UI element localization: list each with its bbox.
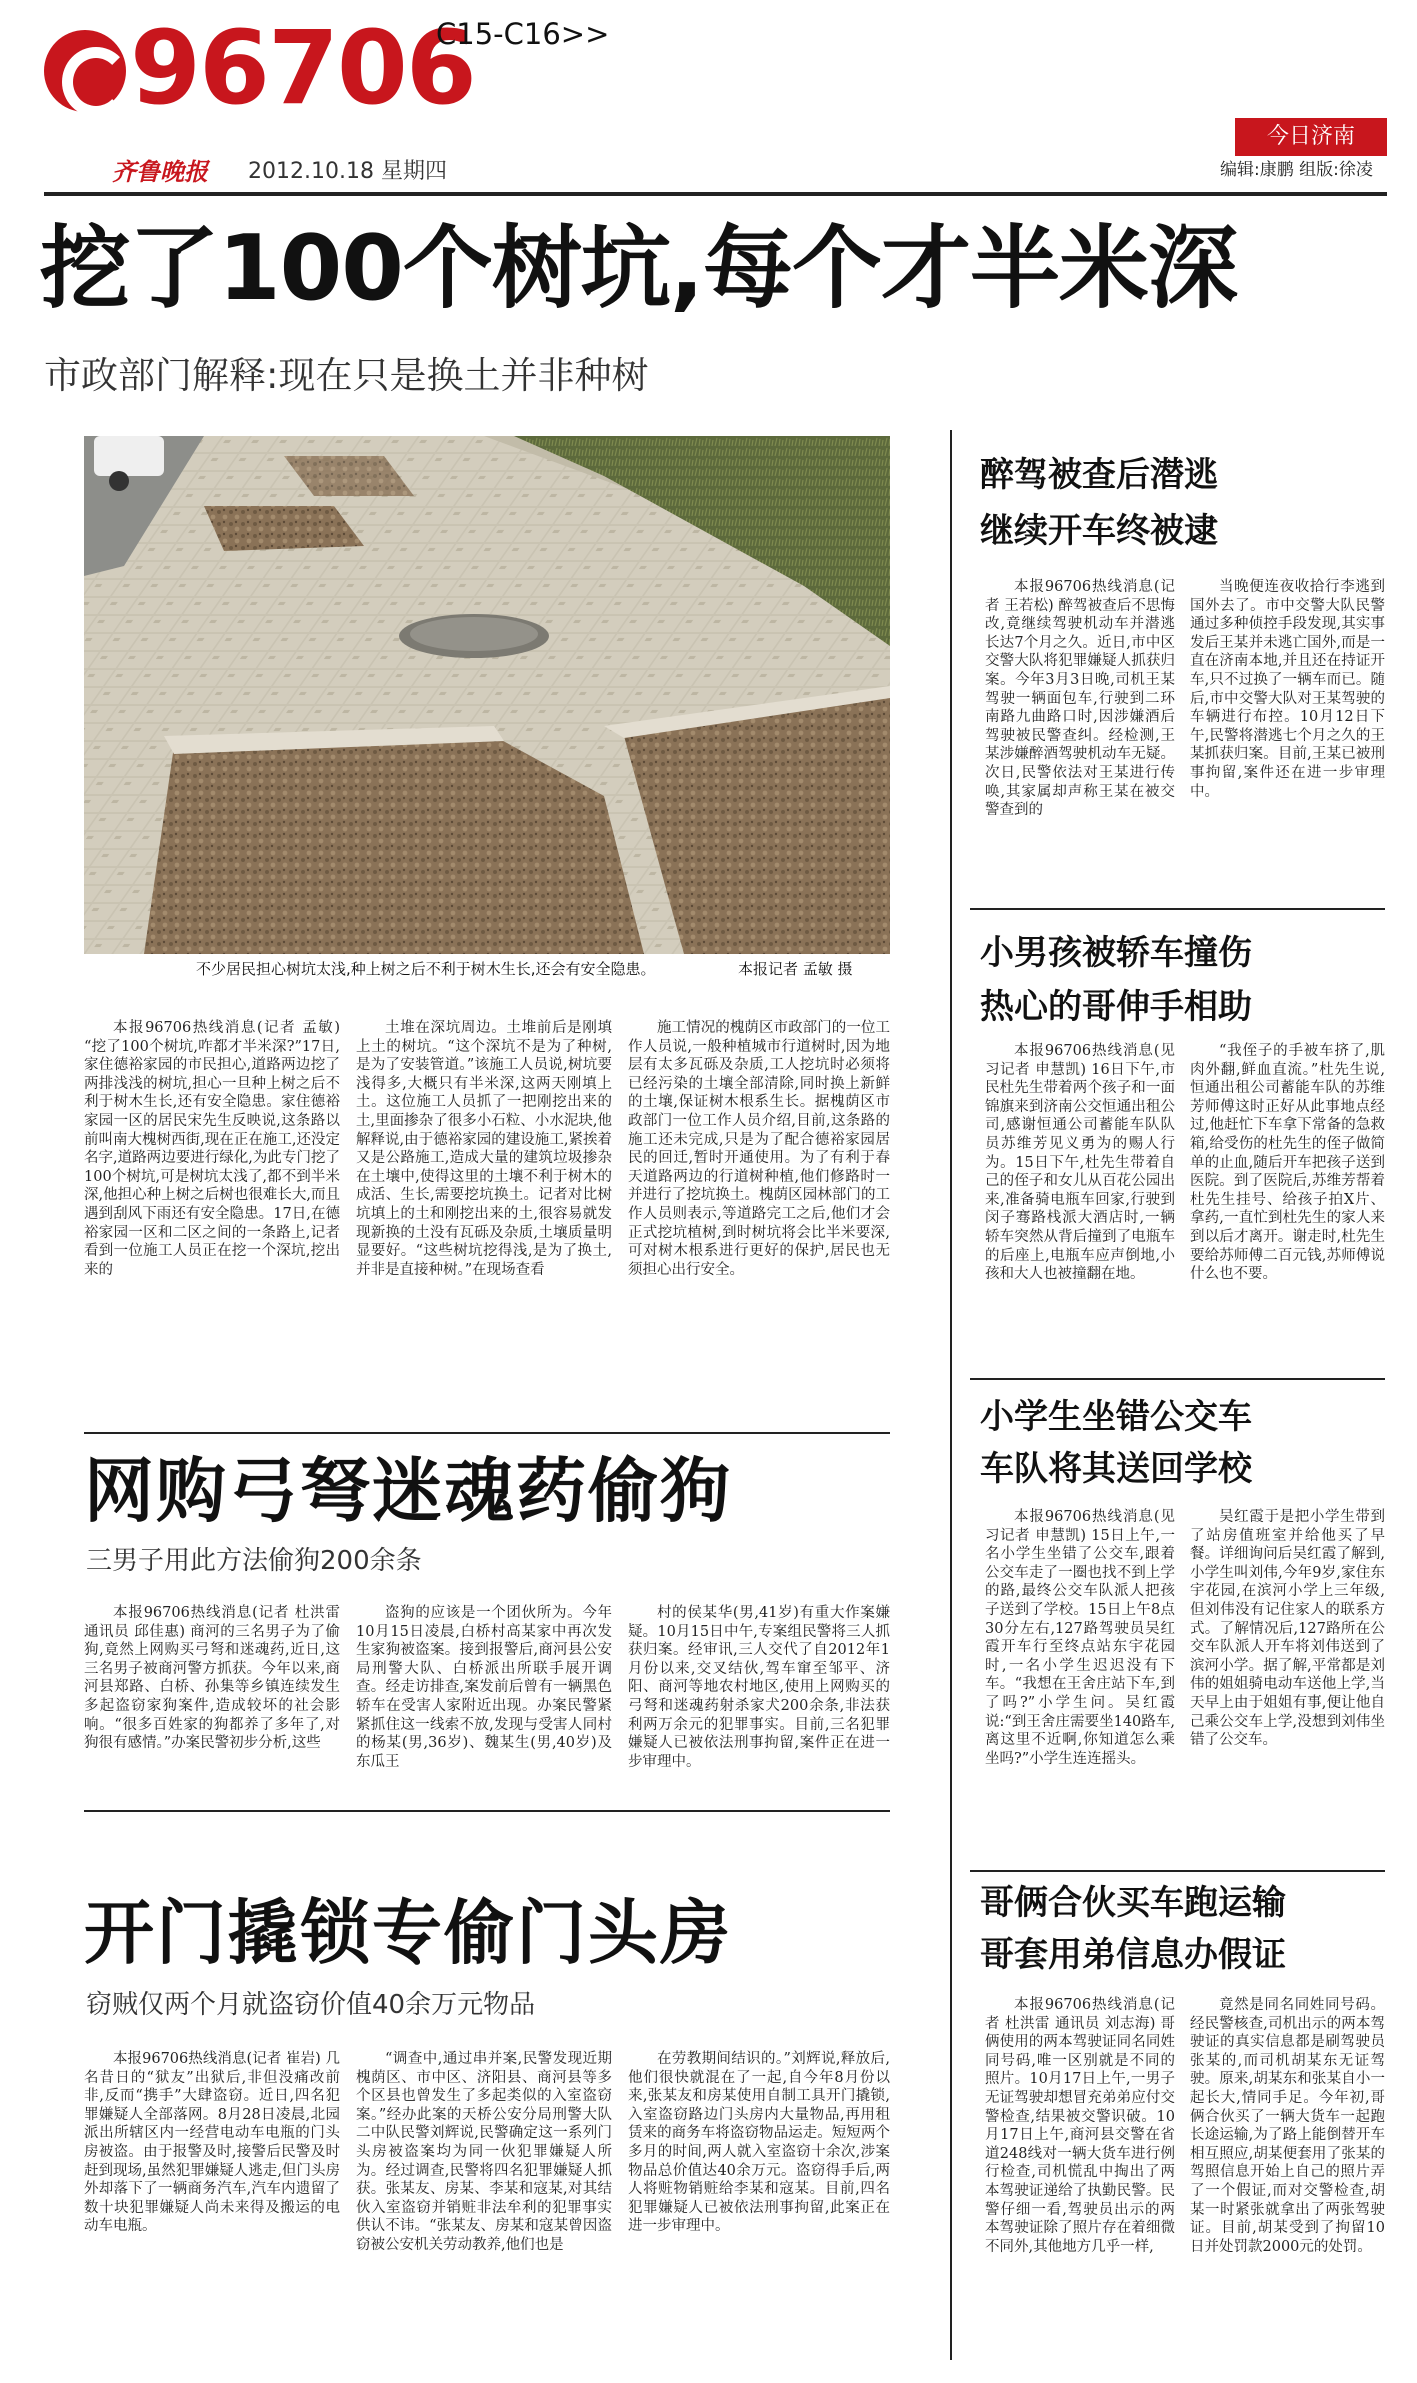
sidebar-divider [970, 1870, 1385, 1872]
lead-subheadline: 市政部门解释:现在只是换土并非种树 [44, 354, 649, 397]
story-2-subheadline: 三男子用此方法偷狗200余条 [86, 1546, 422, 1576]
story-2-headline: 网购弓弩迷魂药偷狗 [84, 1450, 732, 1532]
story-2-body-col-3: 村的侯某华(男,41岁)有重大作案嫌疑。10月15日中午,专案组民警将三人抓获归案。经审讯,三人交代了自2012年1月份以来,交叉结伙,驾车窜至邹平、济阳、商河等地农村地区,使用上网购买的弓弩和迷魂药射杀家犬200余条,非法获利两万余元的犯罪事实。目前,三名犯罪嫌疑人已被依法刑事拘留,案件正在进一步审理中。 [628, 1605, 890, 1770]
page-reference-link[interactable]: C15-C16>> [436, 17, 610, 51]
section-divider [84, 1432, 890, 1434]
sidebar-story-2-headline-line-1: 小男孩被轿车撞伤 [980, 933, 1252, 973]
sidebar-story-1-body-col-1: 本报96706热线消息(记者 王若松) 醉驾被查后不思悔改,竟继续驾驶机动车并潜逃长达7个月之久。近日,市中区交警大队将犯罪嫌疑人抓获归案。今年3月3日晚,司机王某驾驶一辆面包车,行驶到二环南路九曲路口时,因涉嫌酒后驾驶被民警查纠。经检测,王某涉嫌醉酒驾驶机动车无疑。次日,民警依法对王某进行传唤,其家属却声称王某在被交警查到的 [985, 579, 1175, 819]
lead-photo [84, 436, 890, 954]
sidebar-story-4-headline-line-1: 哥俩合伙买车跑运输 [980, 1883, 1286, 1923]
sidebar-story-2-body-col-2: “我侄子的手被车挤了,肌肉外翻,鲜血直流。”杜先生说,恒通出租公司蓄能车队的苏维芳师傅这时正好从此事地点经过,他赶忙下车拿下常备的急救箱,给受伤的杜先生的侄子做简单的止血,随后开车把孩子送到医院。到了医院后,苏维芳帮着杜先生挂号、给孩子拍X片、拿药,一直忙到杜先生的家人来到以后才离开。谢走时,杜先生要给苏师傅二百元钱,苏师傅说什么也不要。 [1190, 1043, 1385, 1283]
section-divider [84, 1810, 890, 1812]
sidebar-story-1-body-col-2: 当晚便连夜收拾行李逃到国外去了。市中交警大队民警通过多种侦控手段发现,其实事发后王某并未逃亡国外,而是一直在济南本地,并且还在持证开车,只不过换了一辆车而已。随后,市中交警大队对王某驾驶的车辆进行布控。10月12日下午,民警将潜逃七个月之久的王某抓获归案。目前,王某已被刑事拘留,案件还在进一步审理中。 [1190, 579, 1385, 800]
lead-body-col-1: 本报96706热线消息(记者 孟敏) “挖了100个树坑,咋都才半米深?”17日,家住德裕家园的市民担心,道路两边挖了两排浅浅的树坑,担心一旦种上树之后不利于树木生长,还有安全隐患。家住德裕家园一区的居民宋先生反映说,这条路以前叫南大槐树西街,现在正在施工,还没定名字,道路两边要进行绿化,为此专门挖了100个树坑,可是树坑太浅了,都不到半米深,他担心种上树之后树也很难长大,而且遇到刮风下雨还有安全隐患。17日,在德裕家园一区和二区之间的一条路上,记者看到一位施工人员正在挖一个深坑,挖出来的 [84, 1020, 340, 1278]
sidebar-story-2-headline-line-2: 热心的哥伸手相助 [980, 987, 1252, 1027]
page-logo-c-icon [44, 30, 126, 112]
sidebar-divider [970, 1378, 1385, 1380]
sidebar-story-2-body-col-1: 本报96706热线消息(见习记者 申慧凯) 16日下午,市民杜先生带着两个孩子和一面锦旗来到济南公交恒通出租公司,感谢恒通公司蓄能车队队员苏维芳见义勇为的赐人行为。15日下午,杜先生带着自己的侄子和女儿从百花公园出来,准备骑电瓶车回家,行驶到闵子骞路栈派大酒店时,一辆轿车突然从背后撞到了电瓶车的后座上,电瓶车应声倒地,小孩和大人也被撞翻在地。 [985, 1043, 1175, 1283]
section-badge: 今日济南 [1235, 118, 1387, 156]
editor-credit: 编辑:康鹏 组版:徐凌 [1220, 160, 1373, 180]
sidebar-story-4-body-col-2: 竟然是同名同姓同号码。经民警核查,司机出示的两本驾驶证的真实信息都是刷驾驶员张某的,而司机胡某东无证驾驶。原来,胡某东和张某自小一起长大,情同手足。今年初,哥俩合伙买了一辆大货车一起跑长途运输,为了路上能倒替开车相互照应,胡某便套用了张某的驾照信息开始上自己的照片弄了一个假证,而对交警检查,胡某一时紧张就拿出了两张驾驶证。目前,胡某受到了拘留10日并处罚款2000元的处罚。 [1190, 1997, 1385, 2255]
story-3-subheadline: 窃贼仅两个月就盗窃价值40余万元物品 [86, 1990, 536, 2020]
sidebar-story-3-headline-line-1: 小学生坐错公交车 [980, 1397, 1252, 1437]
sidebar-divider [950, 430, 952, 2360]
photo-caption: 不少居民担心树坑太浅,种上树之后不利于树木生长,还会有安全隐患。 [196, 960, 656, 978]
page-number: 96706 [130, 9, 475, 128]
header-divider [44, 192, 1387, 196]
sidebar-story-3-headline-line-2: 车队将其送回学校 [980, 1449, 1252, 1489]
photo-credit: 本报记者 孟敏 摄 [738, 960, 853, 978]
story-2-body-col-1: 本报96706热线消息(记者 杜洪雷 通讯员 邱佳惠) 商河的三名男子为了偷狗,竟然上网购买弓弩和迷魂药,近日,这三名男子被商河警方抓获。今年以来,商河县郑路、白桥、孙集等乡镇连续发生多起盗窃家狗案件,造成较坏的社会影响。“很多百姓家的狗都养了多年了,对狗很有感情。”办案民警初步分析,这些 [84, 1605, 340, 1752]
sidebar-story-1-headline-line-2: 继续开车终被逮 [980, 511, 1218, 551]
story-3-body-col-2: “调查中,通过串并案,民警发现近期槐荫区、市中区、济阳县、商河县等多个区县也曾发生了多起类似的入室盗窃案。”经办此案的天桥公安分局刑警大队二中队民警刘辉说,民警确定这一系列门头房被盗案均为同一伙犯罪嫌疑人所为。经过调查,民警将四名犯罪嫌疑人抓获。张某友、房某、李某和寇某,对其结伙入室盗窃并销赃非法牟利的犯罪事实供认不讳。“张某友、房某和寇某曾因盗窃被公安机关劳动教养,他们也是 [356, 2051, 612, 2253]
newspaper-name: 齐鲁晚报 [112, 157, 208, 186]
sidebar-story-3-body-col-1: 本报96706热线消息(见习记者 申慧凯) 15日上午,一名小学生坐错了公交车,跟着公交车走了一圈也找不到上学的路,最终公交车队派人把孩子送到了学校。15日上午8点30分左右,127路驾驶员吴红霞开车行至终点站东宇花园时,一名小学生迟迟没有下车。“我想在王舍庄站下车,到了吗?”小学生问。吴红霞说:“到王舍庄需要坐140路车,离这里不近啊,你知道怎么乘坐吗?”小学生连连摇头。 [985, 1509, 1175, 1767]
lead-headline: 挖了100个树坑,每个才半米深 [40, 216, 1238, 321]
sidebar-divider [970, 908, 1385, 910]
story-3-body-col-3: 在劳教期间结识的。”刘辉说,释放后,他们很快就混在了一起,自今年8月份以来,张某友和房某使用自制工具开门撬锁,入室盗窃路边门头房内大量物品,再用租赁来的商务车将盗窃物品运走。短短两个多月的时间,两人就入室盗窃十余次,涉案物品总价值达40余万元。盗窃得手后,两人将赃物销赃给李某和寇某。目前,四名犯罪嫌疑人已被依法刑事拘留,此案正在进一步审理中。 [628, 2051, 890, 2235]
sidebar-story-4-headline-line-2: 哥套用弟信息办假证 [980, 1935, 1286, 1975]
story-3-body-col-1: 本报96706热线消息(记者 崔岩) 几名昔日的“狱友”出狱后,非但没痛改前非,反而“携手”大肆盗窃。近日,四名犯罪嫌疑人全部落网。8月28日凌晨,北园派出所辖区内一经营电动车电瓶的门头房被盗。由于报警及时,接警后民警及时赶到现场,虽然犯罪嫌疑人逃走,但门头房外却落下了一辆商务汽车,汽车内遗留了数十块犯罪嫌疑人尚未来得及搬运的电动车电瓶。 [84, 2051, 340, 2235]
sidebar-story-3-body-col-2: 吴红霞于是把小学生带到了站房值班室并给他买了早餐。详细询问后吴红霞了解到,小学生叫刘伟,今年9岁,家住东宇花园,在滨河小学上三年级,但刘伟没有记住家人的联系方式。了解情况后,127路所在公交车队派人开车将刘伟送到了滨河小学。据了解,平常都是刘伟的姐姐骑电动车送他上学,当天早上由于姐姐有事,便让他自己乘公交车上学,没想到刘伟坐错了公交车。 [1190, 1509, 1385, 1749]
sidewalk-tree-pit-image [84, 436, 890, 954]
sidebar-story-1-headline-line-1: 醉驾被查后潜逃 [980, 455, 1218, 495]
sidebar-story-4-body-col-1: 本报96706热线消息(记者 杜洪雷 通讯员 刘志海) 哥俩使用的两本驾驶证同名同姓同号码,唯一区别就是不同的照片。10月17日上午,一男子无证驾驶却想冒充弟弟应付交警检查,结果被交警识破。10月17日上午,商河县交警在省道248线对一辆大货车进行例行检查,司机慌乱中掏出了两本驾驶证递给了执勤民警。民警仔细一看,驾驶员出示的两本驾驶证除了照片存在着细微不同外,其他地方几乎一样, [985, 1997, 1175, 2255]
lead-body-col-3: 施工情况的槐荫区市政部门的一位工作人员说,一般种植城市行道树时,因为地层有太多瓦砾及杂质,工人挖坑时必须将已经污染的土壤全部清除,同时换上新鲜的土壤,保证树木根系生长。据槐荫区市政部门一位工作人员介绍,目前,这条路的施工还未完成,只是为了配合德裕家园居民的回迁,暂时开通使用。为了有利于春天道路两边的行道树种植,他们修路时一并进行了挖坑换土。槐荫区园林部门的工作人员则表示,等道路完工之后,他们才会正式挖坑植树,到时树坑将会比半米要深,可对树木根系进行更好的保护,居民也无须担心出行安全。 [628, 1020, 890, 1278]
story-2-body-col-2: 盗狗的应该是一个团伙所为。今年10月15日凌晨,白桥村高某家中再次发生家狗被盗案。接到报警后,商河县公安局刑警大队、白桥派出所联手展开调查。经走访排查,案发前后曾有一辆黑色轿车在受害人家附近出现。办案民警紧紧抓住这一线索不放,发现与受害人同村的杨某(男,36岁)、魏某生(男,40岁)及东瓜王 [356, 1605, 612, 1770]
story-3-headline: 开门撬锁专偷门头房 [84, 1892, 732, 1974]
lead-body-col-2: 土堆在深坑周边。土堆前后是刚填上土的树坑。“这个深坑不是为了种树,是为了安装管道。”该施工人员说,树坑要浅得多,大概只有半米深,这两天刚填上土。这位施工人员抓了一把刚挖出来的土,里面掺杂了很多小石粒、小水泥块,他解释说,由于德裕家园的建设施工,紧挨着又是公路施工,造成大量的建筑垃圾掺杂在土壤中,使得这里的土壤不利于树木的成活、生长,需要挖坑换土。记者对比树坑填上的土和刚挖出来的土,很容易就发现新换的土没有瓦砾及杂质,土壤质量明显要好。“这些树坑挖得浅,是为了换土,并非是直接种树。”在现场查看 [356, 1020, 612, 1278]
issue-date: 2012.10.18 星期四 [248, 159, 447, 184]
